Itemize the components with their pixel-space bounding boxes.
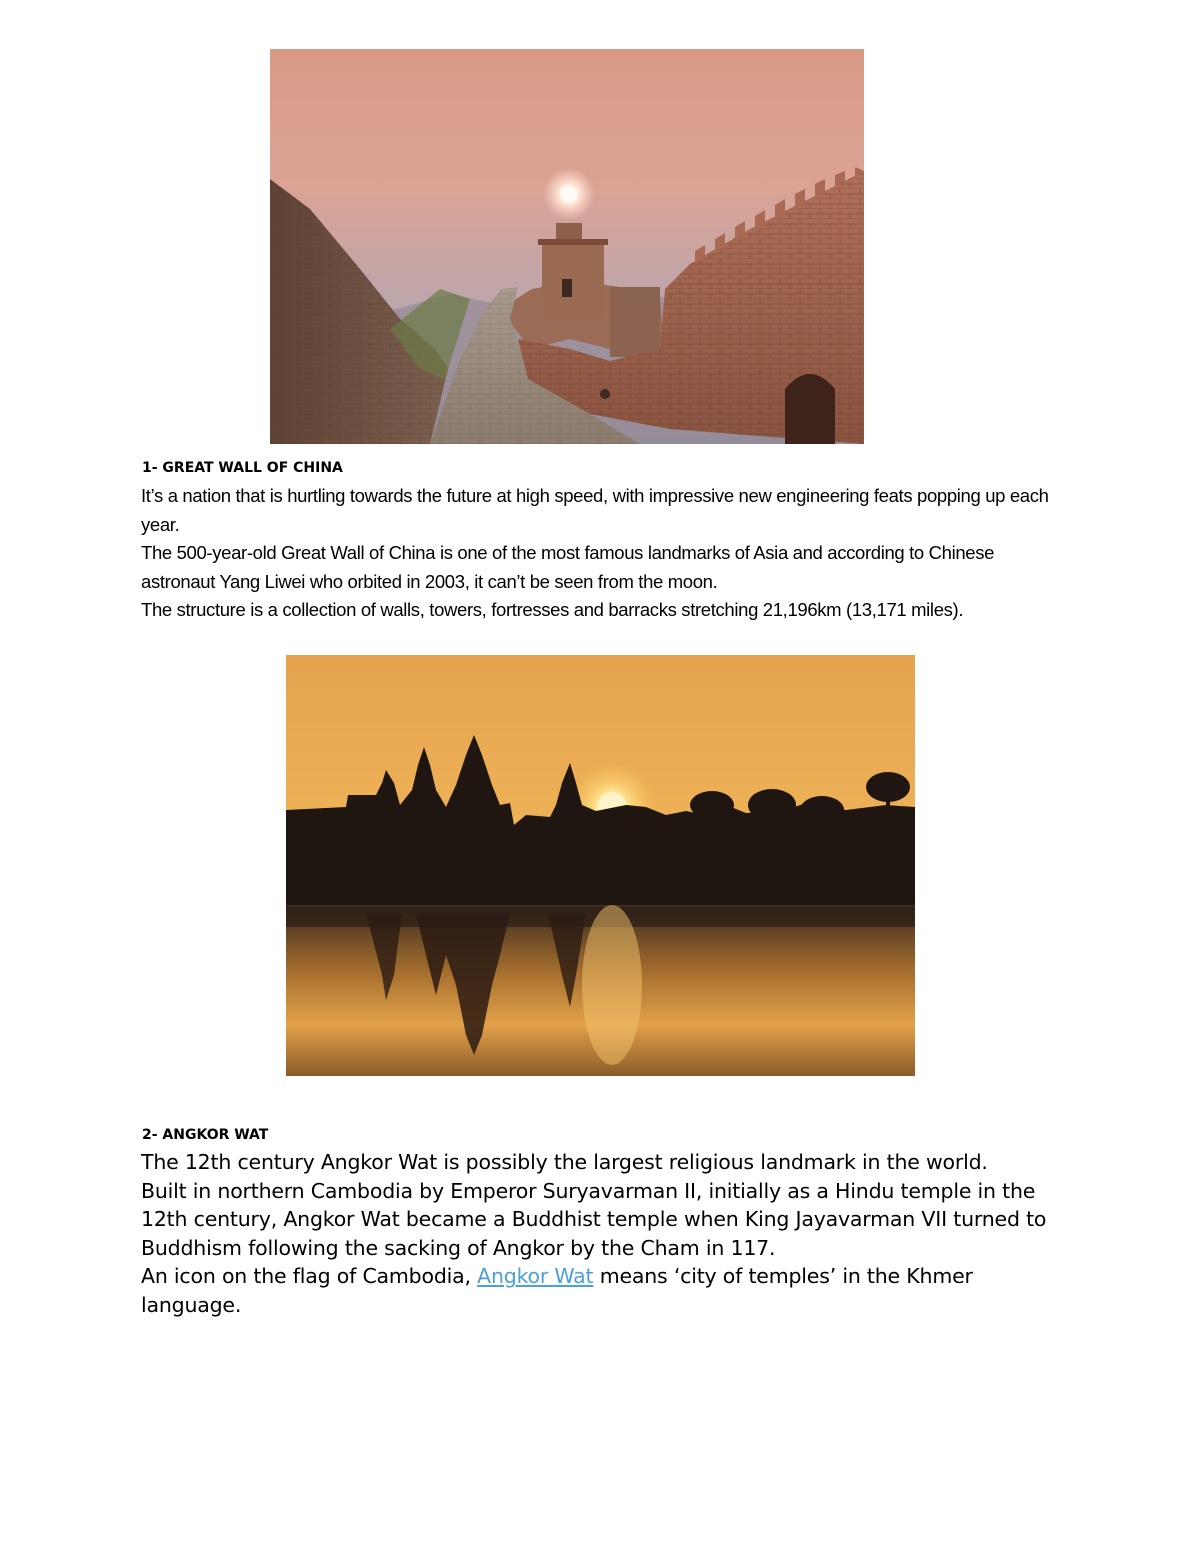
- text-after-link: means ‘city of temples’ in the Khmer language.: [141, 1264, 973, 1317]
- paragraph: The 12th century Angkor Wat is possibly the largest religious landmark in the world.: [141, 1150, 988, 1174]
- section-heading-great-wall: 1- GREAT WALL OF CHINA: [142, 460, 343, 476]
- text-before-link: An icon on the flag of Cambodia,: [141, 1264, 478, 1289]
- angkor-wat-photo: [286, 655, 915, 1076]
- paragraph: The structure is a collection of walls, towers, fortresses and barracks stretching 21,196km (13,171 miles).: [141, 599, 964, 621]
- paragraph: It’s a nation that is hurtling towards the future at high speed, with impressive new engineering feats popping up each year.: [141, 485, 1049, 535]
- section-heading-angkor-wat: 2- ANGKOR WAT: [142, 1127, 269, 1143]
- great-wall-photo: [270, 49, 864, 444]
- great-wall-description: [141, 482, 1071, 625]
- angkor-wat-description: [141, 1148, 1071, 1320]
- angkor-wat-link[interactable]: Angkor Wat: [477, 1264, 594, 1289]
- paragraph-with-link: [141, 1262, 1071, 1319]
- paragraph: The 500-year-old Great Wall of China is one of the most famous landmarks of Asia and according to Chinese astronaut Yang Liwei who orbited in 2003, it can’t be seen from the moon.: [141, 542, 995, 592]
- paragraph: Built in northern Cambodia by Emperor Suryavarman II, initially as a Hindu temple in the 12th century, Angkor Wat became a Buddhist temple when King Jayavarman VII turned to Buddhism following the sacking of Angkor by the Cham in 117.: [141, 1178, 1047, 1260]
